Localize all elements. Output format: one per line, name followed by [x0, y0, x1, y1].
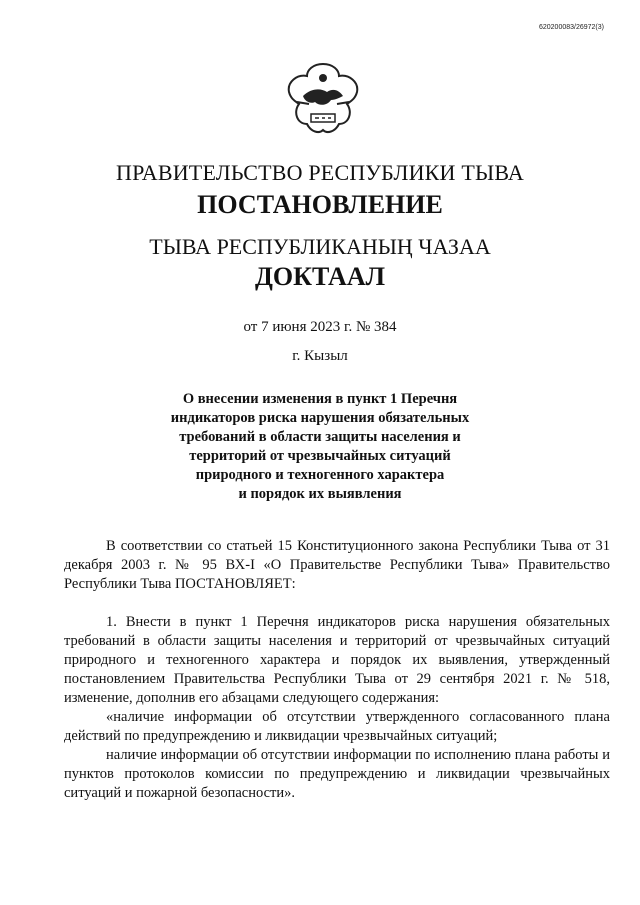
subject-line: территорий от чрезвычайных ситуаций: [189, 448, 451, 464]
coat-of-arms-icon: [281, 58, 365, 138]
subject-line: индикаторов риска нарушения обязательных: [170, 410, 470, 426]
document-type-ru: ПОСТАНОВЛЕНИЕ: [197, 190, 443, 219]
city: г. Кызыл: [292, 348, 348, 364]
quote-paragraph-2: наличие информации об отсутствии информации по исполнению плана работы и пунктов протоколов комиссии по предупреждению и ликвидации чрезвычайных ситуаций и пожарной безопасности».: [64, 747, 610, 801]
government-title-tyva: ТЫВА РЕСПУБЛИКАНЫҢ ЧАЗАА: [149, 234, 491, 259]
subject-line: О внесении изменения в пункт 1 Перечня: [182, 391, 458, 407]
government-title-ru: ПРАВИТЕЛЬСТВО РЕСПУБЛИКИ ТЫВА: [116, 160, 524, 185]
document-subject: [150, 390, 490, 504]
item-1-paragraph: 1. Внести в пункт 1 Перечня индикаторов риска нарушения обязательных требований в области защиты населения и территорий от чрезвычайных ситуаций природного и техногенного характера и порядок их выявления, утвержденный постановлением Правительства Республики Тыва от 29 сентября 2021 г. № 518, изменение, дополнив его абзацами следующего содержания:: [64, 614, 610, 706]
subject-line: требований в области защиты населения и: [179, 429, 461, 445]
document-type-tyva: ДОКТААЛ: [255, 262, 385, 291]
subject-line: природного и техногенного характера: [195, 467, 445, 483]
date-and-number: от 7 июня 2023 г. № 384: [243, 319, 397, 335]
document-body: [64, 537, 610, 803]
subject-line: и порядок их выявления: [238, 486, 402, 502]
preamble-paragraph: В соответствии со статьей 15 Конституционного закона Республики Тыва от 31 декабря 2003 г. № 95 ВХ-I «О Правительстве Республики Тыва» Правительство Республики Тыва ПОСТАНОВЛЯЕТ:: [64, 538, 610, 592]
quote-paragraph-1: «наличие информации об отсутствии утвержденного согласованного плана действий по предупреждению и ликвидации чрезвычайных ситуаций;: [64, 709, 610, 744]
document-id: 620200083/26972(3): [538, 24, 604, 31]
